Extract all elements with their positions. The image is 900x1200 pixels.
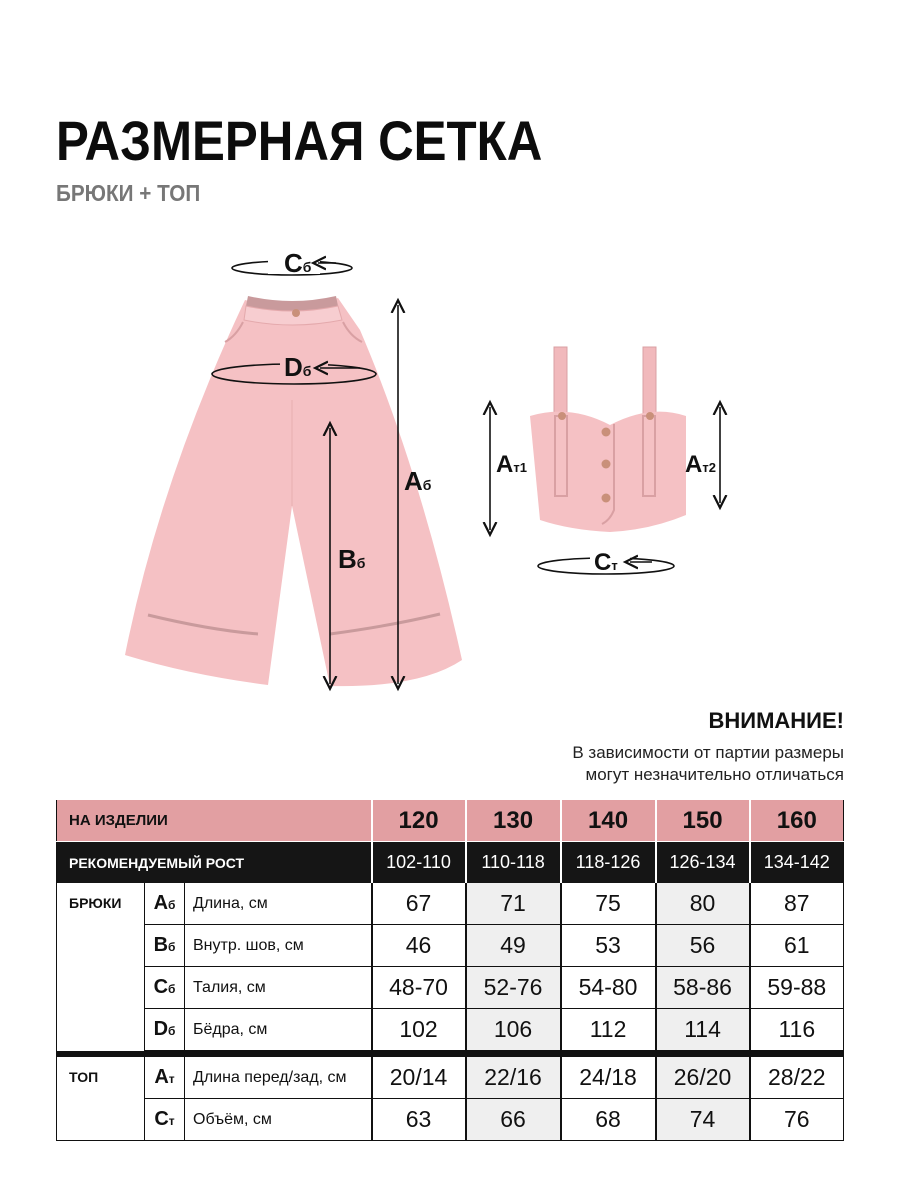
group-label-top: ТОП	[69, 1069, 99, 1085]
label-a-b: Аб	[404, 466, 432, 496]
table-cell: 114	[656, 1009, 750, 1051]
param-name: Бёдра, см	[185, 1009, 372, 1051]
label-c-t: Ст	[594, 549, 618, 576]
param-name: Талия, см	[185, 967, 372, 1009]
table-row	[57, 1057, 844, 1099]
height-value: 118-126	[561, 842, 656, 884]
height-value: 126-134	[656, 842, 750, 884]
label-c-b: Сб	[284, 248, 312, 278]
height-label: РЕКОМЕНДУЕМЫЙ РОСТ	[57, 842, 372, 884]
table-cell: 71	[466, 883, 561, 925]
top-length-back-measure	[685, 407, 720, 503]
table-cell: 75	[561, 883, 656, 925]
size-160: 160	[750, 800, 844, 842]
param-name: Внутр. шов, см	[185, 925, 372, 967]
top-volume-measure	[538, 544, 674, 576]
table-cell: 49	[466, 925, 561, 967]
table-cell: 61	[750, 925, 844, 967]
table-cell: 116	[750, 1009, 844, 1051]
size-header-label: НА ИЗДЕЛИИ	[57, 800, 372, 842]
table-cell: 106	[466, 1009, 561, 1051]
height-row	[57, 842, 844, 884]
param-code: Сб	[145, 967, 185, 1009]
top-length-front-measure	[490, 407, 527, 530]
pants-waist-measure	[232, 248, 352, 278]
table-cell: 56	[656, 925, 750, 967]
table-cell: 74	[656, 1099, 750, 1141]
param-code: Вб	[145, 925, 185, 967]
label-a-t2: Ат2	[685, 451, 716, 478]
height-value: 102-110	[372, 842, 466, 884]
table-cell: 22/16	[466, 1057, 561, 1099]
notice-line-1: В зависимости от партии размеры	[572, 743, 844, 762]
table-cell: 52-76	[466, 967, 561, 1009]
table-cell: 26/20	[656, 1057, 750, 1099]
page-subtitle: БРЮКИ + ТОП	[56, 180, 201, 206]
table-cell: 68	[561, 1099, 656, 1141]
size-150: 150	[656, 800, 750, 842]
table-cell: 58-86	[656, 967, 750, 1009]
size-120: 120	[372, 800, 466, 842]
size-table	[56, 800, 844, 1141]
table-cell: 54-80	[561, 967, 656, 1009]
param-name: Длина перед/зад, см	[185, 1057, 372, 1099]
param-name: Объём, см	[185, 1099, 372, 1141]
table-cell: 53	[561, 925, 656, 967]
table-row	[57, 1099, 844, 1141]
size-header-row	[57, 800, 844, 842]
param-name: Длина, см	[185, 883, 372, 925]
table-row	[57, 967, 844, 1009]
param-code: Ат	[145, 1057, 185, 1099]
table-cell: 67	[372, 883, 466, 925]
height-value: 134-142	[750, 842, 844, 884]
notice-text	[424, 742, 844, 786]
table-cell: 48-70	[372, 967, 466, 1009]
table-cell: 76	[750, 1099, 844, 1141]
table-cell: 46	[372, 925, 466, 967]
param-code: Аб	[145, 883, 185, 925]
label-a-t1: Ат1	[496, 451, 527, 478]
page-title: РАЗМЕРНАЯ СЕТКА	[56, 109, 543, 172]
notice-heading: ВНИМАНИЕ!	[708, 708, 844, 733]
table-row	[57, 883, 844, 925]
table-cell: 59-88	[750, 967, 844, 1009]
group-label-pants: БРЮКИ	[69, 895, 122, 911]
table-cell: 63	[372, 1099, 466, 1141]
top-illustration	[530, 347, 686, 532]
param-code: Ст	[145, 1099, 185, 1141]
label-d-b: Dб	[284, 352, 312, 382]
table-row	[57, 925, 844, 967]
height-value: 110-118	[466, 842, 561, 884]
table-cell: 80	[656, 883, 750, 925]
size-130: 130	[466, 800, 561, 842]
table-cell: 20/14	[372, 1057, 466, 1099]
table-cell: 87	[750, 883, 844, 925]
label-b-b: Вб	[338, 544, 366, 574]
notice-line-2: могут незначительно отличаться	[585, 765, 844, 784]
table-cell: 102	[372, 1009, 466, 1051]
table-cell: 112	[561, 1009, 656, 1051]
table-cell: 24/18	[561, 1057, 656, 1099]
table-row	[57, 1009, 844, 1051]
size-140: 140	[561, 800, 656, 842]
table-cell: 66	[466, 1099, 561, 1141]
param-code: Dб	[145, 1009, 185, 1051]
table-cell: 28/22	[750, 1057, 844, 1099]
